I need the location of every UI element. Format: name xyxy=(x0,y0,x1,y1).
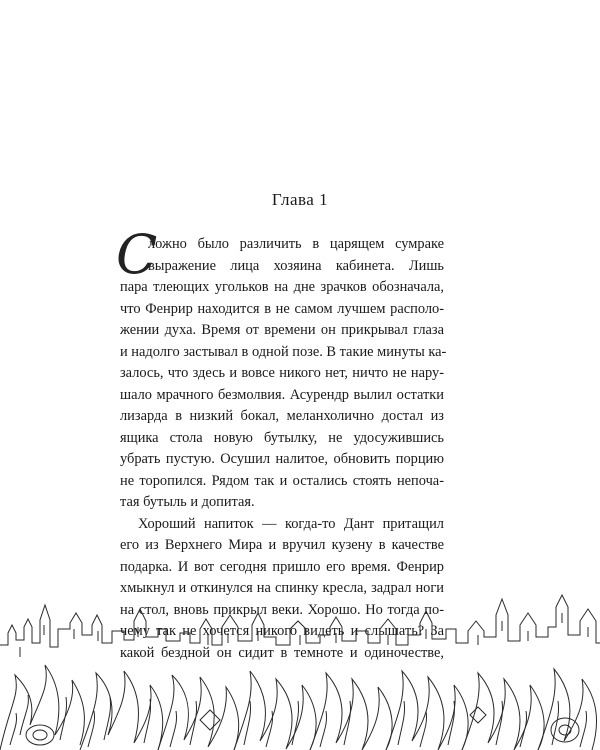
text-line: ящика стола новую бутылку, не удосужившись xyxy=(120,429,444,446)
drop-cap: С xyxy=(116,223,158,286)
city-flames-ornament-icon xyxy=(0,585,600,750)
text-line: чему так не хочется никого видеть и слышать? За xyxy=(120,623,444,639)
text-line: какой бездной он сидит в темноте и одиночестве, xyxy=(120,644,444,661)
text-line: жении духа. Время от времени он прикрывал глаза xyxy=(120,322,444,338)
text-line: на стол, вновь прикрыл веки. Хорошо. Но тогда по- xyxy=(120,601,444,618)
text-line: не торопился. Рядом так и остались стоять непоча- xyxy=(120,472,444,489)
text-line: выражение лица хозяина кабинета. Лишь xyxy=(148,257,444,274)
chapter-title: Глава 1 xyxy=(271,190,329,209)
text-line: шало мрачного безмолвия. Асурендр вылил остатки xyxy=(120,386,444,403)
text-line: лизарда в низкий бокал, меланхолично достал из xyxy=(120,408,444,424)
text-line: подарка. И вот сегодня пришло его время. Фенрир xyxy=(120,558,444,575)
text-line: тая бутыль и допитая. xyxy=(120,494,255,510)
text-line: ложно было различить в царящем сумраке xyxy=(148,236,444,252)
text-line: убрать пустую. Осушил налитое, обновить порцию xyxy=(120,451,444,467)
text-line: Хороший напиток — когда-то Дант притащил xyxy=(138,515,444,532)
text-line: хмыкнул и откинулся на спинку кресла, задрал ноги xyxy=(120,580,444,596)
text-line: пара тлеющих угольков на дне зрачков обозначала, xyxy=(120,279,444,295)
text-line: залось, что здесь и вовсе никого нет, ничто не нару- xyxy=(120,365,444,381)
text-line: и надолго застывал в одной позе. В такие минуты ка- xyxy=(120,343,447,360)
text-line: что Фенрир находится в не самом лучшем располо- xyxy=(120,300,444,317)
text-line: его из Верхнего Мира и вручил кузену в качестве xyxy=(120,537,444,553)
